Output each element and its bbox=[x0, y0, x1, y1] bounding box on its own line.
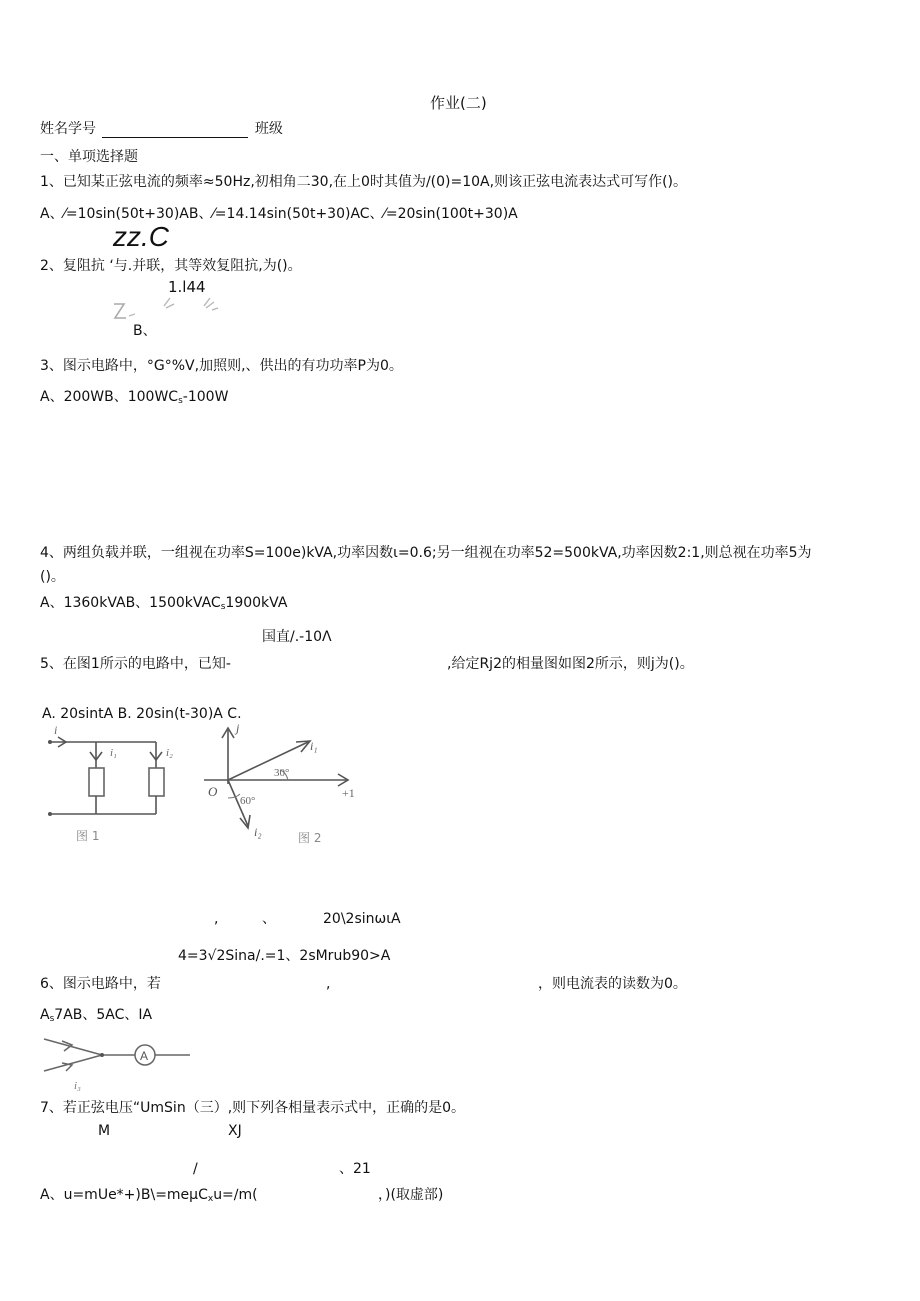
question-5-text-right: ,给定Rj2的相量图如图2所示，则j为()。 bbox=[447, 656, 694, 672]
student-info-line bbox=[40, 120, 283, 138]
figure-1-label-i1: i₁ bbox=[110, 747, 117, 759]
q7-options-sub: x bbox=[207, 1194, 214, 1204]
figure-2-label-plus1: +1 bbox=[342, 786, 355, 800]
question-1-text: 1、已知某正弦电流的频率≈50Hz,初相角二30,在上0时其值为∕(0)=10A,则该正弦电流表达式可写作()。 bbox=[40, 174, 687, 190]
q7-options-part-b: u=∕m( bbox=[213, 1187, 258, 1203]
figure-1-caption: 图 1 bbox=[76, 829, 100, 843]
figure-2-label-origin: O bbox=[208, 784, 218, 799]
figure-2-label-i1: i₁ bbox=[310, 739, 318, 753]
figure-2-angle-30: 30° bbox=[274, 767, 290, 779]
figure-1-circuit bbox=[44, 722, 184, 852]
question-5-formula: 国直/.-10Λ bbox=[262, 629, 332, 645]
q7-options-part-a: A、u=mUe*+)B\=meμC bbox=[40, 1187, 208, 1203]
figure-2-caption: 图 2 bbox=[298, 831, 322, 845]
q6-options-part-b: 7AB、5AC、IA bbox=[54, 1007, 153, 1023]
question-2-formula: 1.l44 bbox=[168, 278, 206, 296]
question-4-text-line2: ()。 bbox=[40, 569, 65, 585]
question-5-text-left: 5、在图1所示的电路中，已知- bbox=[40, 656, 231, 672]
question-7-label-m: M bbox=[98, 1123, 111, 1139]
q3-options-part-a: A、200WB、100WC bbox=[40, 389, 179, 405]
figure-2-label-i2: i₂ bbox=[254, 825, 262, 839]
question-3-options bbox=[40, 388, 228, 410]
figure-2-label-j: j bbox=[236, 721, 240, 735]
question-7-number: 、21 bbox=[339, 1161, 371, 1177]
question-6-formula2: 4=3√2Sina/.=1、2sMrub90>A bbox=[178, 948, 391, 964]
question-1-options: A、⁄=10sin(50t+30)AB、⁄=14.14sin(50t+30)AC、⁄=20sin(100t+30)A bbox=[40, 206, 518, 222]
question-7-options-end: ，)(取虚部) bbox=[378, 1187, 444, 1203]
q3-options-sub: s bbox=[178, 396, 183, 406]
question-7-label-xj: XJ bbox=[228, 1123, 242, 1139]
question-3-text: 3、图示电路中，°G°%V,加照则,、供出的有功功率P为0。 bbox=[40, 358, 403, 374]
page-title: 作业(二) bbox=[430, 94, 487, 112]
question-6-formula1-sep: 、 bbox=[262, 911, 276, 927]
question-7-options bbox=[40, 1186, 258, 1208]
question-2-text: 2、复阻抗 ‘与.并联，其等效复阻抗,为()。 bbox=[40, 258, 302, 274]
name-blank[interactable] bbox=[102, 122, 248, 138]
figure-1-label-i: i bbox=[54, 723, 58, 737]
q4-options-part-b: 1900kVA bbox=[225, 595, 288, 611]
q4-options-sub: s bbox=[220, 602, 226, 612]
question-6-text-left: 6、图示电路中，若 bbox=[40, 976, 161, 992]
question-6-options bbox=[40, 1006, 152, 1028]
question-6-formula1-comma: , bbox=[214, 911, 219, 927]
question-1-artifact: zz.C bbox=[113, 221, 169, 252]
question-2-option-b bbox=[133, 322, 157, 340]
section-heading: 一、单项选择题 bbox=[40, 149, 138, 165]
question-4-options bbox=[40, 594, 287, 616]
name-label: 姓名学号 bbox=[40, 121, 96, 137]
question-6-formula1: 20\2sinωιA bbox=[323, 911, 401, 927]
ammeter-current-label: i₃ bbox=[74, 1080, 81, 1092]
question-6-text-mid: , bbox=[326, 976, 331, 992]
question-6-ammeter-figure bbox=[40, 1035, 200, 1095]
question-5-options: A. 20sintA B. 20sin(t-30)A C. bbox=[42, 706, 242, 722]
class-label: 班级 bbox=[254, 121, 283, 137]
figure-1-label-i2: i₂ bbox=[166, 747, 173, 759]
question-6-text-right: ，则电流表的读数为0。 bbox=[538, 976, 687, 992]
q3-options-part-b: -100W bbox=[182, 389, 229, 405]
question-4-text-line1: 4、两组负载并联，一组视在功率S=100e)kVA,功率因数ι=0.6;另一组视在功率52=500kVA,功率因数2:1,则总视在功率5为 bbox=[40, 545, 812, 561]
question-7-text: 7、若正弦电压“UmSin（三）,则下列各相量表示式中，正确的是0。 bbox=[40, 1100, 466, 1116]
figure-2-angle-60: 60° bbox=[240, 795, 256, 807]
option-b-separator: 、 bbox=[142, 323, 157, 339]
q4-options-part-a: A、1360kVAB、1500kVAC bbox=[40, 595, 221, 611]
option-b-letter: B bbox=[133, 323, 143, 339]
question-2-faint-symbols bbox=[112, 296, 232, 336]
ammeter-label: A bbox=[140, 1049, 149, 1063]
question-7-slash: / bbox=[193, 1161, 198, 1177]
q6-options-sub: s bbox=[49, 1014, 55, 1024]
q6-options-part-a: A bbox=[40, 1007, 50, 1023]
figure-2-phasor-diagram bbox=[200, 718, 370, 853]
